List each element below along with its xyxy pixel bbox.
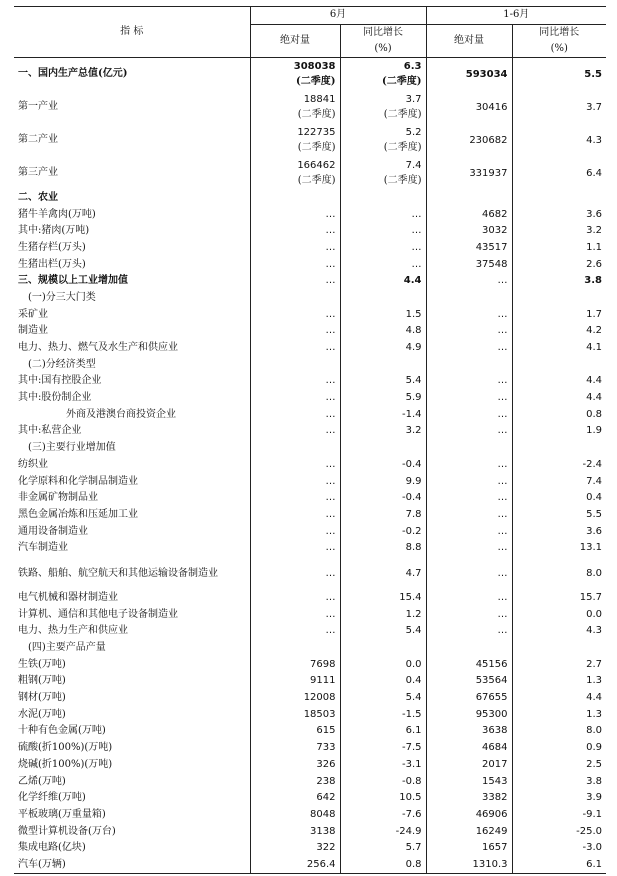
june-absolute-value-main: 166462: [297, 160, 336, 171]
june-absolute-value: 18503: [250, 706, 340, 723]
table-row: [14, 406, 606, 423]
ytd-growth-value: 3.2: [512, 223, 606, 240]
june-absolute-value: …: [250, 606, 340, 623]
row-label: 一、国内生产总值(亿元): [18, 68, 128, 80]
row-label: 计算机、通信和其他电子设备制造业: [18, 608, 178, 620]
table-row: [14, 740, 606, 757]
ytd-growth-value: 15.7: [512, 590, 606, 607]
ytd-absolute-value: 4682: [426, 206, 512, 223]
june-absolute-value: 256.4: [250, 857, 340, 874]
row-label: 乙烯(万吨): [18, 775, 66, 787]
ytd-growth-value: 3.6: [512, 523, 606, 540]
ytd-absolute-value: …: [426, 473, 512, 490]
table-row: [14, 58, 606, 91]
table-row: [14, 373, 606, 390]
table-row: [14, 757, 606, 774]
ytd-absolute-value: 67655: [426, 690, 512, 707]
ytd-growth-value: -2.4: [512, 457, 606, 474]
table-row: [14, 807, 606, 824]
table-row: [14, 606, 606, 623]
june-absolute-value: 3138: [250, 823, 340, 840]
ytd-absolute-value: …: [426, 590, 512, 607]
june-growth-value: 3.2: [340, 423, 426, 440]
row-label: 其中:国有控股企业: [18, 375, 102, 387]
row-label: 其中:私营企业: [18, 425, 82, 437]
june-growth-value: [340, 640, 426, 657]
row-label: 生猪存栏(万头): [18, 241, 86, 253]
june-growth-value: 0.8: [340, 857, 426, 874]
table-row: [14, 590, 606, 607]
june-growth-value: 5.7: [340, 840, 426, 857]
june-absolute-value: 9111: [250, 673, 340, 690]
row-label: 化学原料和化学制品制造业: [18, 475, 138, 487]
june-absolute-value: 8048: [250, 807, 340, 824]
june-growth-value: 0.4: [340, 673, 426, 690]
table-row: [14, 340, 606, 357]
june-absolute-value: …: [250, 340, 340, 357]
ytd-growth-value: [512, 290, 606, 307]
june-absolute-value: …: [250, 557, 340, 590]
ytd-growth-value: 5.5: [512, 58, 606, 91]
row-label: 制造业: [18, 325, 48, 337]
table-row: [14, 457, 606, 474]
june-growth-value: 4.8: [340, 323, 426, 340]
ytd-absolute-value: 3382: [426, 790, 512, 807]
ytd-absolute-value: …: [426, 606, 512, 623]
table-row: [14, 240, 606, 257]
row-label: (一)分三大门类: [28, 291, 96, 303]
june-growth-value: -7.5: [340, 740, 426, 757]
ytd-absolute-value: [426, 640, 512, 657]
june-absolute-value-main: 308038: [293, 61, 336, 73]
row-label: 电气机械和器材制造业: [18, 591, 118, 603]
row-label: 钢材(万吨): [18, 692, 66, 704]
ytd-growth-value: 7.4: [512, 473, 606, 490]
table-row: [14, 723, 606, 740]
june-growth-value: 0.0: [340, 656, 426, 673]
june-absolute-value: …: [250, 390, 340, 407]
table-row: [14, 306, 606, 323]
june-growth-value: …: [340, 256, 426, 273]
table-row: [14, 256, 606, 273]
table-row: [14, 673, 606, 690]
row-label: 黑色金属冶炼和压延加工业: [18, 508, 138, 520]
ytd-growth-value: 0.4: [512, 490, 606, 507]
ytd-absolute-value: …: [426, 373, 512, 390]
jan-june-header: 1-6月: [426, 7, 606, 25]
ytd-growth-value: 0.8: [512, 406, 606, 423]
june-absolute-value: 12008: [250, 690, 340, 707]
ytd-growth-value: 1.3: [512, 673, 606, 690]
ytd-absolute-value: 43517: [426, 240, 512, 257]
ytd-growth-value: 0.0: [512, 606, 606, 623]
june-absolute-value: …: [250, 423, 340, 440]
header-row-1: [14, 7, 606, 25]
ytd-absolute-value: [426, 440, 512, 457]
row-label: 生铁(万吨): [18, 658, 66, 670]
row-label: 汽车(万辆): [14, 857, 250, 874]
ytd-absolute-value: 30416: [426, 91, 512, 124]
june-growth-value: -0.8: [340, 773, 426, 790]
table-row: [14, 356, 606, 373]
ytd-absolute-value: …: [426, 557, 512, 590]
ytd-growth-value: 3.6: [512, 206, 606, 223]
growth-label: 同比增长: [539, 26, 580, 38]
june-growth-value: -0.4: [340, 490, 426, 507]
ytd-absolute-value: …: [426, 490, 512, 507]
june-growth-value-main: 7.4: [405, 160, 422, 171]
ytd-absolute-value: …: [426, 273, 512, 290]
june-growth-value-period: (二季度): [382, 76, 422, 88]
ytd-absolute-value: 1543: [426, 773, 512, 790]
row-label: 第一产业: [18, 101, 58, 112]
row-label: 电力、热力、燃气及水生产和供应业: [18, 342, 178, 354]
ytd-absolute-value: 3638: [426, 723, 512, 740]
table-row: [14, 273, 606, 290]
june-growth-value: [340, 58, 426, 91]
june-absolute-value: [250, 290, 340, 307]
june-absolute-value: …: [250, 406, 340, 423]
row-label: 第二产业: [18, 134, 58, 145]
ytd-absolute-value: …: [426, 390, 512, 407]
row-label: 二、农业: [18, 191, 58, 203]
ytd-absolute-value: …: [426, 523, 512, 540]
june-absolute-value-period: (二季度): [297, 175, 336, 186]
row-label: 粗钢(万吨): [18, 675, 66, 687]
row-label: 非金属矿物制品业: [18, 492, 98, 504]
table-row: [14, 91, 606, 124]
june-absolute-value: …: [250, 590, 340, 607]
june-absolute-value: 7698: [250, 656, 340, 673]
june-absolute-value: …: [250, 256, 340, 273]
ytd-absolute-value: 53564: [426, 673, 512, 690]
june-absolute-value: [250, 190, 340, 207]
table-row: [14, 423, 606, 440]
row-label: (四)主要产品产量: [28, 642, 106, 654]
ytd-growth-value: 2.6: [512, 256, 606, 273]
row-label: 铁路、船舶、航空航天和其他运输设备制造业: [18, 567, 218, 579]
table-row: [14, 507, 606, 524]
ytd-absolute-value: 230682: [426, 124, 512, 157]
table-row: [14, 473, 606, 490]
june-growth-value: 8.8: [340, 540, 426, 557]
ytd-absolute-value: 16249: [426, 823, 512, 840]
ytd-growth-value: 3.7: [512, 91, 606, 124]
table-row: [14, 540, 606, 557]
june-absolute-value: …: [250, 473, 340, 490]
ytd-growth-value: [512, 190, 606, 207]
june-growth-header: [340, 24, 426, 57]
ytd-growth-value: 1.7: [512, 306, 606, 323]
table-row: [14, 823, 606, 840]
june-absolute-value: …: [250, 223, 340, 240]
ytd-absolute-value: 3032: [426, 223, 512, 240]
ytd-growth-header: [512, 24, 606, 57]
row-label: (二)分经济类型: [28, 358, 96, 370]
ytd-growth-value: 4.4: [512, 690, 606, 707]
ytd-growth-value: 5.5: [512, 507, 606, 524]
row-label: 纺织业: [18, 458, 48, 470]
ytd-absolute-value: …: [426, 406, 512, 423]
june-growth-value: 5.4: [340, 623, 426, 640]
table-row: [14, 157, 606, 190]
row-label: 其中:股份制企业: [18, 392, 92, 404]
ytd-growth-value: 0.9: [512, 740, 606, 757]
table-row: [14, 690, 606, 707]
row-label: 其中:猪肉(万吨): [18, 225, 90, 237]
row-label: 猪牛羊禽肉(万吨): [18, 208, 96, 220]
june-absolute-value: [250, 124, 340, 157]
june-growth-value: 4.4: [340, 273, 426, 290]
ytd-absolute-value: …: [426, 623, 512, 640]
june-absolute-value: [250, 640, 340, 657]
june-growth-value: …: [340, 223, 426, 240]
june-absolute-value: …: [250, 206, 340, 223]
ytd-absolute-value: …: [426, 507, 512, 524]
june-absolute-value: 642: [250, 790, 340, 807]
june-absolute-value: …: [250, 623, 340, 640]
june-absolute-value-period: (二季度): [297, 142, 336, 153]
ytd-absolute-value: [426, 290, 512, 307]
ytd-growth-value: -9.1: [512, 807, 606, 824]
june-absolute-value: 238: [250, 773, 340, 790]
june-growth-value: 7.8: [340, 507, 426, 524]
ytd-absolute-value: …: [426, 540, 512, 557]
june-growth-value: 4.9: [340, 340, 426, 357]
row-label: (三)主要行业增加值: [28, 442, 116, 454]
june-growth-value: 6.1: [340, 723, 426, 740]
table-row: [14, 223, 606, 240]
row-label: 集成电路(亿块): [18, 842, 86, 854]
ytd-growth-value: 8.0: [512, 557, 606, 590]
row-label: 化学纤维(万吨): [18, 792, 86, 804]
table-row: [14, 124, 606, 157]
ytd-absolute-value: 331937: [426, 157, 512, 190]
ytd-absolute-value: [426, 356, 512, 373]
june-absolute-value-period: (二季度): [296, 76, 336, 88]
row-label: 电力、热力生产和供应业: [18, 625, 128, 637]
table-row: [14, 390, 606, 407]
june-growth-value: 4.7: [340, 557, 426, 590]
june-absolute-value: 733: [250, 740, 340, 757]
ytd-growth-value: 4.4: [512, 390, 606, 407]
table-row: [14, 190, 606, 207]
june-absolute-value: [250, 91, 340, 124]
june-absolute-value: …: [250, 507, 340, 524]
june-absolute-value: [250, 58, 340, 91]
june-growth-value: 5.9: [340, 390, 426, 407]
june-growth-value: 15.4: [340, 590, 426, 607]
june-growth-value: -0.4: [340, 457, 426, 474]
ytd-growth-value: 13.1: [512, 540, 606, 557]
june-growth-value: 1.5: [340, 306, 426, 323]
table-row: [14, 440, 606, 457]
ytd-absolute-value: …: [426, 340, 512, 357]
table-row: [14, 706, 606, 723]
ytd-absolute-value: 4684: [426, 740, 512, 757]
june-growth-value: -1.5: [340, 706, 426, 723]
ytd-growth-value: [512, 440, 606, 457]
ytd-absolute-value: 46906: [426, 807, 512, 824]
june-absolute-value: [250, 440, 340, 457]
ytd-growth-value: 4.1: [512, 340, 606, 357]
ytd-absolute-value: 45156: [426, 656, 512, 673]
ytd-growth-value: 1.9: [512, 423, 606, 440]
june-absolute-value: …: [250, 373, 340, 390]
row-label: 硫酸(折100%)(万吨): [18, 742, 113, 754]
row-label: 烧碱(折100%)(万吨): [18, 758, 113, 770]
ytd-absolute-value: 593034: [426, 58, 512, 91]
june-growth-value: 1.2: [340, 606, 426, 623]
ytd-absolute-value: 95300: [426, 706, 512, 723]
table-row: [14, 323, 606, 340]
june-growth-value: [340, 356, 426, 373]
june-header: 6月: [250, 7, 426, 25]
ytd-growth-value: 6.1: [512, 857, 606, 874]
june-growth-value: [340, 91, 426, 124]
ytd-absolute-header: 绝对量: [426, 24, 512, 57]
ytd-growth-value: 2.7: [512, 656, 606, 673]
june-growth-value: 5.4: [340, 373, 426, 390]
june-growth-value: [340, 190, 426, 207]
row-label: 外商及港澳台商投资企业: [66, 408, 176, 420]
table-row: [14, 857, 606, 874]
ytd-absolute-value: …: [426, 323, 512, 340]
ytd-growth-value: -3.0: [512, 840, 606, 857]
ytd-absolute-value: 2017: [426, 757, 512, 774]
row-label: 平板玻璃(万重量箱): [18, 808, 106, 820]
table-row: [14, 290, 606, 307]
june-absolute-value: …: [250, 240, 340, 257]
table-row: [14, 490, 606, 507]
ytd-growth-value: 4.3: [512, 623, 606, 640]
june-growth-value-main: 3.7: [405, 94, 422, 105]
june-growth-value: …: [340, 206, 426, 223]
june-growth-value-main: 5.2: [405, 127, 422, 138]
table-row: [14, 623, 606, 640]
june-growth-value: -1.4: [340, 406, 426, 423]
ytd-absolute-value: …: [426, 423, 512, 440]
ytd-growth-value: 4.3: [512, 124, 606, 157]
row-label: 生猪出栏(万头): [18, 258, 86, 270]
june-growth-value: -0.2: [340, 523, 426, 540]
june-growth-value-period: (二季度): [383, 175, 422, 186]
growth-unit: (%): [374, 42, 392, 54]
june-absolute-value: …: [250, 273, 340, 290]
ytd-absolute-value: 37548: [426, 256, 512, 273]
ytd-growth-value: 4.2: [512, 323, 606, 340]
table-row: [14, 557, 606, 590]
june-absolute-header: 绝对量: [250, 24, 340, 57]
row-label: 微型计算机设备(万台): [18, 825, 116, 837]
june-absolute-value-main: 18841: [303, 94, 336, 105]
june-absolute-value-period: (二季度): [297, 109, 336, 120]
june-absolute-value: …: [250, 306, 340, 323]
june-growth-value: …: [340, 240, 426, 257]
ytd-growth-value: -25.0: [512, 823, 606, 840]
june-growth-value: [340, 290, 426, 307]
table-row: [14, 206, 606, 223]
growth-unit: (%): [550, 42, 568, 54]
june-growth-value: [340, 157, 426, 190]
table-row: [14, 840, 606, 857]
june-absolute-value: …: [250, 540, 340, 557]
table-row: [14, 656, 606, 673]
row-label: 通用设备制造业: [18, 525, 88, 537]
ytd-growth-value: 4.4: [512, 373, 606, 390]
row-label: 采矿业: [18, 308, 48, 320]
table-body: [14, 58, 606, 874]
june-absolute-value: [250, 356, 340, 373]
june-growth-value: -3.1: [340, 757, 426, 774]
june-absolute-value-main: 122735: [297, 127, 336, 138]
june-absolute-value: …: [250, 523, 340, 540]
ytd-absolute-value: 1657: [426, 840, 512, 857]
ytd-absolute-value: …: [426, 457, 512, 474]
ytd-absolute-value: [426, 190, 512, 207]
june-growth-value: 9.9: [340, 473, 426, 490]
june-growth-value: -7.6: [340, 807, 426, 824]
ytd-growth-value: [512, 356, 606, 373]
ytd-growth-value: 3.8: [512, 773, 606, 790]
ytd-growth-value: 8.0: [512, 723, 606, 740]
june-absolute-value: [250, 157, 340, 190]
ytd-absolute-value: …: [426, 306, 512, 323]
row-label: 汽车制造业: [18, 542, 68, 554]
june-growth-value: 10.5: [340, 790, 426, 807]
june-absolute-value: 322: [250, 840, 340, 857]
ytd-growth-value: 3.9: [512, 790, 606, 807]
table-row: [14, 773, 606, 790]
ytd-growth-value: 2.5: [512, 757, 606, 774]
june-growth-value: 5.4: [340, 690, 426, 707]
ytd-growth-value: 1.3: [512, 706, 606, 723]
ytd-growth-value: [512, 640, 606, 657]
ytd-growth-value: 1.1: [512, 240, 606, 257]
june-absolute-value: 326: [250, 757, 340, 774]
june-growth-value-period: (二季度): [383, 142, 422, 153]
row-label: 三、规模以上工业增加值: [18, 275, 128, 287]
ytd-growth-value: 3.8: [512, 273, 606, 290]
indicator-header: 指 标: [14, 7, 250, 58]
growth-label: 同比增长: [363, 26, 403, 38]
row-label: 第三产业: [18, 167, 58, 178]
row-label: 水泥(万吨): [18, 708, 66, 720]
june-growth-value: [340, 124, 426, 157]
ytd-growth-value: 6.4: [512, 157, 606, 190]
row-label: 十种有色金属(万吨): [18, 725, 106, 737]
table-row: [14, 523, 606, 540]
ytd-absolute-value: 1310.3: [426, 857, 512, 874]
table-row: [14, 640, 606, 657]
june-growth-value: -24.9: [340, 823, 426, 840]
table-row: [14, 790, 606, 807]
june-growth-value: [340, 440, 426, 457]
june-absolute-value: …: [250, 323, 340, 340]
statistics-table: [14, 6, 606, 874]
june-absolute-value: 615: [250, 723, 340, 740]
june-growth-value-main: 6.3: [403, 61, 422, 73]
june-absolute-value: …: [250, 457, 340, 474]
june-absolute-value: …: [250, 490, 340, 507]
june-growth-value-period: (二季度): [383, 109, 422, 120]
